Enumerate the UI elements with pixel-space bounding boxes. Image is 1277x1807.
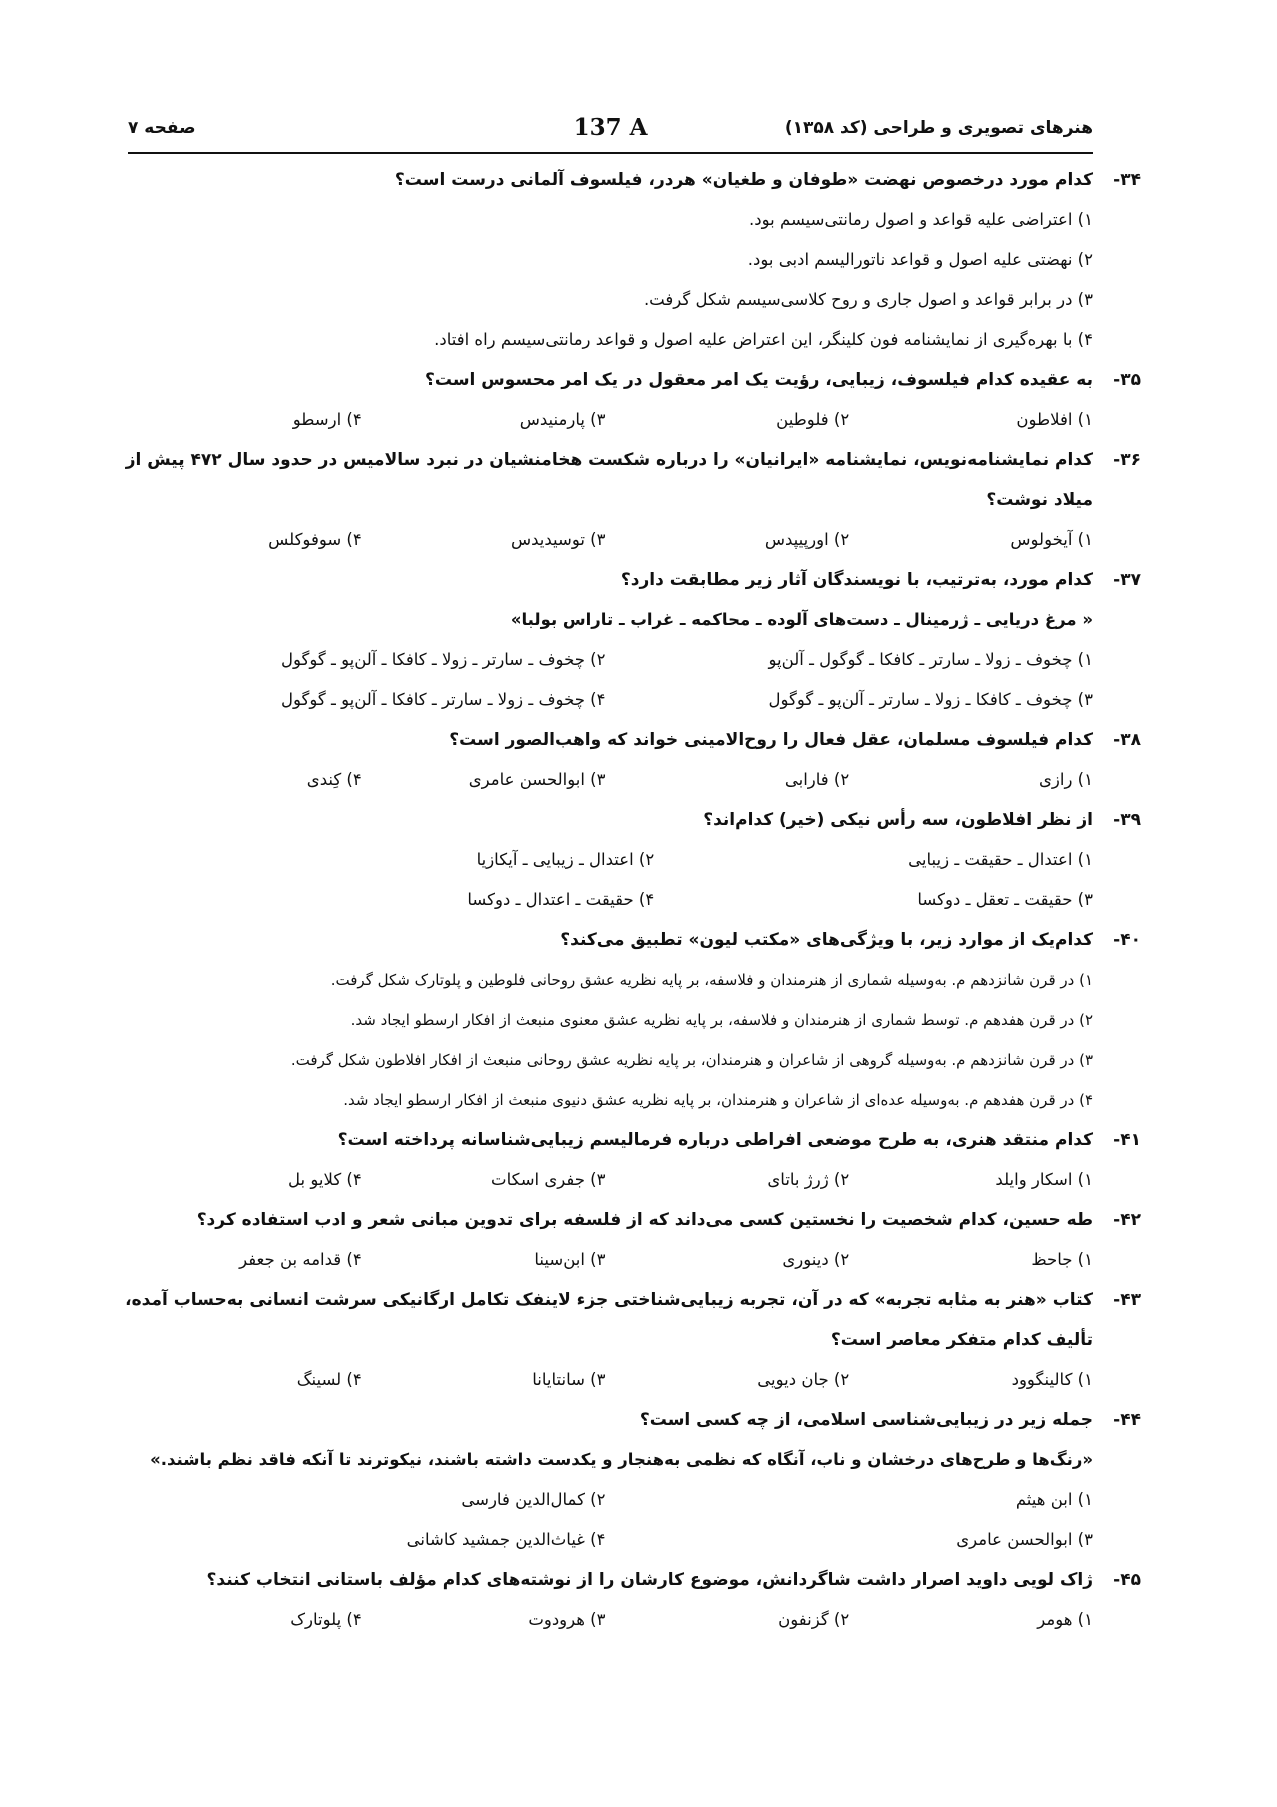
option-2: ۲) نهضتی علیه اصول و قواعد ناتورالیسم ادبی بود. — [747, 250, 1093, 269]
question-quote: «رنگ‌ها و طرح‌های درخشان و ناب، آنگاه که نظمی به‌هنجار و یکدست داشته باشند، نیکوترند تا آنکه فاقد نظم باشند.» — [150, 1450, 1093, 1469]
options-row — [118, 520, 1093, 560]
options-row — [118, 640, 1093, 680]
question-45 — [118, 1560, 1141, 1640]
options-row — [118, 760, 1093, 800]
option-2: ۲) فارابی — [784, 770, 850, 789]
option-3: ۳) چخوف ـ کافکا ـ زولا ـ سارتر ـ آلن‌پو ـ گوگول — [768, 690, 1093, 709]
question-39 — [118, 800, 1141, 920]
question-40 — [118, 920, 1141, 1120]
option-4: ۴) قدامه بن جعفر — [239, 1250, 362, 1269]
question-number: ۴۳- — [1113, 1290, 1141, 1310]
option-3: ۳) توسیدیدس — [510, 530, 606, 549]
question-text: از نظر افلاطون، سه رأس نیکی (خیر) کدام‌اند؟ — [703, 810, 1093, 830]
question-number: ۳۶- — [1113, 450, 1141, 470]
question-text: کدام‌یک از موارد زیر، با ویژگی‌های «مکتب لیون» تطبیق می‌کند؟ — [560, 930, 1093, 950]
option-4: ۴) چخوف ـ زولا ـ سارتر ـ کافکا ـ آلن‌پو ـ گوگول — [281, 690, 606, 709]
questions-list — [118, 160, 1141, 1640]
option-2: ۲) اورپیپدس — [764, 530, 850, 549]
question-35 — [118, 360, 1141, 440]
options-row — [118, 880, 1093, 920]
option-2: ۲) اعتدال ـ زیبایی ـ آیکازیا — [476, 850, 655, 869]
question-text: کدام منتقد هنری، به طرح موضعی افراطی درباره فرمالیسم زیبایی‌شناسانه پرداخته است؟ — [337, 1130, 1093, 1150]
question-number: ۳۷- — [1113, 570, 1141, 590]
question-text: ژاک لویی داوید اصرار داشت شاگردانش، موضوع کارشان را از نوشته‌های کدام مؤلف باستانی انتخاب کنند؟ — [206, 1570, 1093, 1590]
option-4: ۴) غیاث‌الدین جمشید کاشانی — [406, 1530, 606, 1549]
option-3: ۳) ابوالحسن عامری — [956, 1530, 1093, 1549]
question-43 — [118, 1280, 1141, 1400]
question-34 — [118, 160, 1141, 360]
question-number: ۳۴- — [1113, 170, 1141, 190]
option-1: ۱) هومر — [1037, 1610, 1093, 1629]
page-number: صفحه ۷ — [128, 118, 196, 138]
question-text: کدام مورد درخصوص نهضت «طوفان و طغیان» هردر، فیلسوف آلمانی درست است؟ — [394, 170, 1093, 190]
option-4: ۴) کِندی — [306, 770, 362, 789]
question-42 — [118, 1200, 1141, 1280]
option-2: ۲) کمال‌الدین فارسی — [461, 1490, 606, 1509]
question-text: طه حسین، کدام شخصیت را نخستین کسی می‌داند که از فلسفه برای تدوین مبانی شعر و ادب استفاده کرد؟ — [196, 1210, 1093, 1230]
question-44 — [118, 1400, 1141, 1560]
option-4: ۴) حقیقت ـ اعتدال ـ دوکسا — [467, 890, 655, 909]
question-41 — [118, 1120, 1141, 1200]
option-1: ۱) در قرن شانزدهم م. به‌وسیله شماری از هنرمندان و فلاسفه، بر پایه نظریه عشق روحانی فلوطین و پلوتارک شکل گرفت. — [330, 971, 1093, 989]
option-1: ۱) چخوف ـ زولا ـ سارتر ـ کافکا ـ گوگول ـ آلن‌پو — [768, 650, 1093, 669]
options-row — [118, 1240, 1093, 1280]
question-text: کتاب «هنر به مثابه تجربه» که در آن، تجربه زیبایی‌شناختی جزء لاینفک تکامل ارگانیکی سرشت انسانی به‌حساب آمده، تألیف کدام متفکر معاصر است؟ — [125, 1290, 1093, 1350]
question-number: ۳۵- — [1113, 370, 1141, 390]
option-3: ۳) در قرن شانزدهم م. به‌وسیله گروهی از شاعران و هنرمندان، بر پایه نظریه عشق روحانی منبعث از افکار افلاطون شکل گرفت. — [290, 1051, 1093, 1069]
option-1: ۱) ابن هیثم — [1015, 1490, 1093, 1509]
options-row — [118, 1480, 1093, 1520]
option-2: ۲) در قرن هفدهم م. توسط شماری از هنرمندان و فلاسفه، بر پایه نظریه عشق معنوی منبعث از افکار ارسطو ایجاد شد. — [350, 1011, 1093, 1029]
option-4: ۴) ارسطو — [292, 410, 362, 429]
options-row — [118, 1520, 1093, 1560]
question-text: جمله زیر در زیبایی‌شناسی اسلامی، از چه کسی است؟ — [639, 1410, 1093, 1430]
question-37 — [118, 560, 1141, 720]
options-row — [118, 840, 1093, 880]
option-4: ۴) با بهره‌گیری از نمایشنامه فون کلینگر، این اعتراض علیه اصول و قواعد رمانتی‌سیسم راه افتاد. — [434, 330, 1093, 349]
option-2: ۲) فلوطین — [776, 410, 850, 429]
options-row — [118, 1360, 1093, 1400]
option-2: ۲) گزنفون — [778, 1610, 850, 1629]
option-1: ۱) اعتراضی علیه قواعد و اصول رمانتی‌سیسم بود. — [749, 210, 1093, 229]
option-2: ۲) جان دیویی — [757, 1370, 850, 1389]
question-number: ۴۰- — [1113, 930, 1141, 950]
question-number: ۴۵- — [1113, 1570, 1141, 1590]
option-4: ۴) کلایو بل — [288, 1170, 362, 1189]
question-36 — [118, 440, 1141, 560]
option-4: ۴) در قرن هفدهم م. به‌وسیله عده‌ای از شاعران و هنرمندان، بر پایه نظریه عشق دنیوی منبعث از افکار ارسطو ایجاد شد. — [343, 1091, 1093, 1109]
question-text: کدام فیلسوف مسلمان، عقل فعال را روح‌الامینی خواند که واهب‌الصور است؟ — [449, 730, 1093, 750]
option-3: ۳) ابوالحسن عامری — [468, 770, 606, 789]
option-3: ۳) جفری اسکات — [491, 1170, 606, 1189]
option-1: ۱) اسکار وایلد — [995, 1170, 1093, 1189]
option-1: ۱) رازی — [1039, 770, 1093, 789]
question-number: ۳۸- — [1113, 730, 1141, 750]
header-divider — [128, 152, 1093, 154]
options-row — [118, 680, 1093, 720]
options-row — [118, 1600, 1093, 1640]
booklet-code: 137 A — [573, 114, 648, 141]
option-3: ۳) هرودوت — [528, 1610, 606, 1629]
option-3: ۳) پارمنیدس — [519, 410, 606, 429]
page-header — [128, 114, 1093, 152]
question-number: ۳۹- — [1113, 810, 1141, 830]
question-quote: « مرغ دریایی ـ ژرمینال ـ دست‌های آلوده ـ محاکمه ـ غراب ـ تاراس بولبا» — [510, 610, 1093, 629]
option-4: ۴) سوفوکلس — [268, 530, 362, 549]
option-2: ۲) چخوف ـ سارتر ـ زولا ـ کافکا ـ آلن‌پو ـ گوگول — [281, 650, 606, 669]
option-3: ۳) سانتایانا — [532, 1370, 606, 1389]
option-1: ۱) افلاطون — [1016, 410, 1093, 429]
option-4: ۴) پلوتارک — [290, 1610, 362, 1629]
question-number: ۴۱- — [1113, 1130, 1141, 1150]
option-4: ۴) لسینگ — [296, 1370, 362, 1389]
option-1: ۱) اعتدال ـ حقیقت ـ زیبایی — [908, 850, 1093, 869]
options-row — [118, 1160, 1093, 1200]
question-text: کدام مورد، به‌ترتیب، با نویسندگان آثار زیر مطابقت دارد؟ — [620, 570, 1093, 590]
option-2: ۲) ژرژ باتای — [767, 1170, 850, 1189]
question-number: ۴۲- — [1113, 1210, 1141, 1230]
option-1: ۱) جاحظ — [1031, 1250, 1093, 1269]
options-row — [118, 400, 1093, 440]
option-3: ۳) در برابر قواعد و اصول جاری و روح کلاسی‌سیسم شکل گرفت. — [643, 290, 1093, 309]
question-text: به عقیده کدام فیلسوف، زیبایی، رؤیت یک امر معقول در یک امر محسوس است؟ — [424, 370, 1093, 390]
option-3: ۳) ابن‌سینا — [534, 1250, 606, 1269]
question-text: کدام نمایشنامه‌نویس، نمایشنامه «ایرانیان» را درباره شکست هخامنشیان در نبرد سالامیس در حدود سال ۴۷۲ پیش از میلاد نوشت؟ — [125, 450, 1093, 510]
option-1: ۱) کالینگوود — [1011, 1370, 1093, 1389]
option-1: ۱) آیخولوس — [1010, 530, 1093, 549]
question-number: ۴۴- — [1113, 1410, 1141, 1430]
question-38 — [118, 720, 1141, 800]
exam-title: هنرهای تصویری و طراحی (کد ۱۳۵۸) — [784, 118, 1093, 138]
option-2: ۲) دینوری — [782, 1250, 850, 1269]
option-3: ۳) حقیقت ـ تعقل ـ دوکسا — [917, 890, 1093, 909]
